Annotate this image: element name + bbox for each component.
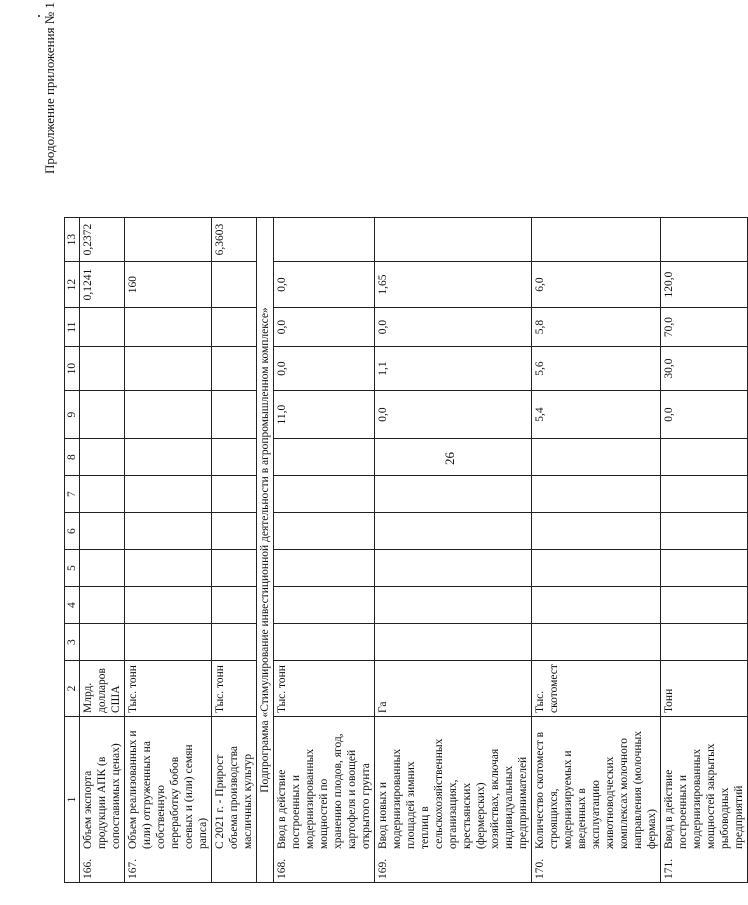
value-cell-col4: [532, 587, 661, 624]
value-cell-col4: [80, 587, 125, 624]
value-cell-col5: [532, 550, 661, 587]
value-cell-col13: [532, 218, 661, 262]
indicator-name: Объем экспорта продукции АПК (в сопоставимых ценах): [82, 743, 122, 849]
indicator-cell: [274, 717, 375, 883]
value-cell-col7: [375, 476, 532, 513]
indicator-table: [64, 217, 748, 883]
value-cell-col7: [212, 476, 257, 513]
table-row: [80, 218, 125, 883]
table-row: [212, 218, 257, 883]
value-cell-col13: [125, 218, 212, 262]
value-cell-col3: [80, 624, 125, 661]
value-cell-col6: [212, 513, 257, 550]
value-cell-col11: [80, 308, 125, 347]
row-number: 171.: [663, 858, 675, 879]
column-header: 3: [65, 624, 80, 661]
value-cell-col9: [125, 391, 212, 439]
indicator-cell: [125, 717, 212, 883]
unit-cell: Тыс. тонн: [212, 661, 257, 717]
table-row: [375, 218, 532, 883]
value-cell-col11: 70,0: [661, 308, 748, 347]
value-cell-col6: [80, 513, 125, 550]
value-cell-col4: [274, 587, 375, 624]
row-number: 169.: [377, 858, 389, 879]
value-cell-col6: [661, 513, 748, 550]
subprogram-title: Подпрограмма «Стимулирование инвестиционной деятельности в агропромышленном комплексе»: [257, 218, 274, 883]
value-cell-col10: [212, 347, 257, 391]
table-row: [532, 218, 661, 883]
unit-cell: Тыс. тонн: [125, 661, 212, 717]
value-cell-col6: [125, 513, 212, 550]
column-header: 11: [65, 308, 80, 347]
value-cell-col8: [125, 439, 212, 476]
unit-cell: Тыс. тонн: [274, 661, 375, 717]
value-cell-col11: 0,0: [375, 308, 532, 347]
column-header: 8: [65, 439, 80, 476]
indicator-cell: [375, 717, 532, 883]
value-cell-col12: 1,65: [375, 262, 532, 308]
value-cell-col3: [661, 624, 748, 661]
indicator-name: Ввод в действие построенных и модернизированных мощностей по хранению плодов, ягод, картофеля и овощей открытого грунта: [276, 733, 372, 849]
value-cell-col13: [661, 218, 748, 262]
value-cell-col11: 0,0: [274, 308, 375, 347]
row-number: 166.: [82, 858, 94, 879]
value-cell-col8: [212, 439, 257, 476]
value-cell-col8: [375, 439, 532, 476]
value-cell-col12: 160: [125, 262, 212, 308]
value-cell-col7: [661, 476, 748, 513]
value-cell-col11: [125, 308, 212, 347]
column-header: 6: [65, 513, 80, 550]
value-cell-col10: 0,0: [274, 347, 375, 391]
indicator-name: Количество скотомест в строящихся, модернизируемых и введенных в эксплуатацию животноводческих комплексах молочного направления (молочных фермах): [534, 730, 658, 849]
row-number: 170.: [534, 858, 546, 879]
value-cell-col8: [80, 439, 125, 476]
value-cell-col4: [661, 587, 748, 624]
row-number: 167.: [127, 858, 139, 879]
indicator-cell: [532, 717, 661, 883]
table-row: [274, 218, 375, 883]
value-cell-col3: [532, 624, 661, 661]
value-cell-col3: [125, 624, 212, 661]
value-cell-col4: [212, 587, 257, 624]
value-cell-col5: [274, 550, 375, 587]
value-cell-col4: [125, 587, 212, 624]
value-cell-col7: [80, 476, 125, 513]
row-number: 168.: [276, 858, 288, 879]
continuation-header: Продолжение приложения № 1: [42, 2, 57, 174]
value-cell-col3: [274, 624, 375, 661]
value-cell-col12: 0,1241: [80, 262, 125, 308]
indicator-name: Объем реализованных и (или) отгруженных на собственную переработку бобов соевых и (или) семян рапса): [127, 730, 209, 849]
column-header: 4: [65, 587, 80, 624]
value-cell-col6: [375, 513, 532, 550]
value-cell-col9: 11,0: [274, 391, 375, 439]
value-cell-col5: [661, 550, 748, 587]
value-cell-col11: [212, 308, 257, 347]
value-cell-col5: [80, 550, 125, 587]
column-header: 10: [65, 347, 80, 391]
indicator-cell: [661, 717, 748, 883]
table-body: [80, 218, 748, 883]
value-cell-col10: 1,1: [375, 347, 532, 391]
value-cell-col10: [125, 347, 212, 391]
value-cell-col11: 5,8: [532, 308, 661, 347]
indicator-name: Ввод в действие построенных и модернизированных мощностей закрытых рыбоводных предприятий: [663, 743, 745, 849]
value-cell-col7: [532, 476, 661, 513]
value-cell-col10: 30,0: [661, 347, 748, 391]
column-header: 9: [65, 391, 80, 439]
value-cell-col13: 0,2372: [80, 218, 125, 262]
value-cell-col13: [375, 218, 532, 262]
value-cell-col6: [274, 513, 375, 550]
column-number-row: [65, 218, 80, 883]
page-number: 26: [442, 452, 457, 465]
value-cell-col5: [125, 550, 212, 587]
column-header: 13: [65, 218, 80, 262]
indicator-cell: [212, 717, 257, 883]
column-header: 12: [65, 262, 80, 308]
table-row: [661, 218, 748, 883]
value-cell-col4: [375, 587, 532, 624]
column-header: 1: [65, 717, 80, 883]
value-cell-col5: [375, 550, 532, 587]
indicator-cell: [80, 717, 125, 883]
value-cell-col9: [212, 391, 257, 439]
column-header: 7: [65, 476, 80, 513]
value-cell-col12: [212, 262, 257, 308]
value-cell-col13: 6,3603: [212, 218, 257, 262]
value-cell-col8: [661, 439, 748, 476]
value-cell-col12: 0,0: [274, 262, 375, 308]
value-cell-col10: 5,6: [532, 347, 661, 391]
indicator-name: С 2021 г. - Прирост объема производства масличных культур: [214, 745, 254, 849]
value-cell-col9: 0,0: [661, 391, 748, 439]
unit-cell: Га: [375, 661, 532, 717]
value-cell-col13: [274, 218, 375, 262]
unit-cell: Тонн: [661, 661, 748, 717]
value-cell-col7: [125, 476, 212, 513]
subprogram-row: [257, 218, 274, 883]
value-cell-col9: 5,4: [532, 391, 661, 439]
value-cell-col10: [80, 347, 125, 391]
unit-cell: Млрд. долларов США: [80, 661, 125, 717]
value-cell-col3: [212, 624, 257, 661]
value-cell-col12: 6,0: [532, 262, 661, 308]
value-cell-col9: 0,0: [375, 391, 532, 439]
unit-cell: Тыс. скотомест: [532, 661, 661, 717]
indicator-name: Ввод новых и модернизированных площадей зимних теплиц в сельскохозяйственных организациях, крестьянских (фермерских) хозяйствах, включая индивидуальных предпринимателей: [377, 738, 529, 849]
table-row: [125, 218, 212, 883]
value-cell-col7: [274, 476, 375, 513]
value-cell-col8: [532, 439, 661, 476]
value-cell-col12: 120,0: [661, 262, 748, 308]
column-header: 5: [65, 550, 80, 587]
value-cell-col8: [274, 439, 375, 476]
value-cell-col3: [375, 624, 532, 661]
value-cell-col6: [532, 513, 661, 550]
value-cell-col9: [80, 391, 125, 439]
value-cell-col5: [212, 550, 257, 587]
column-header: 2: [65, 661, 80, 717]
